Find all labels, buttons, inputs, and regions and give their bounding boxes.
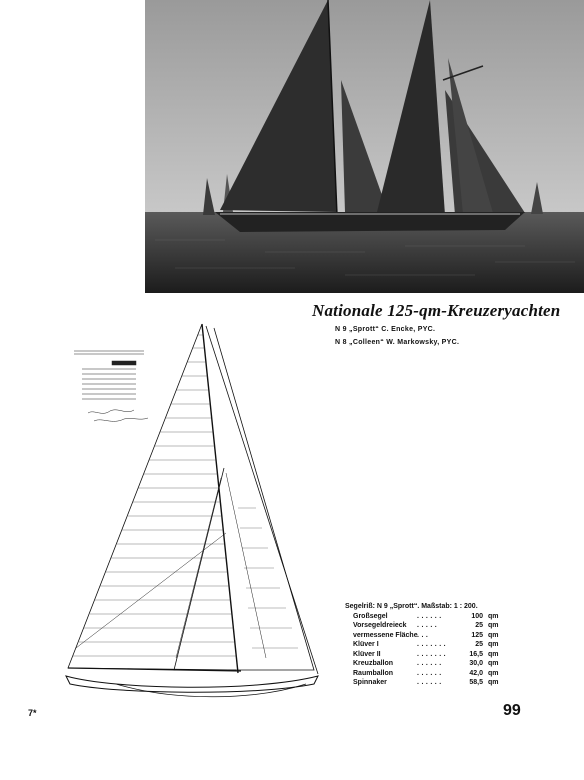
sail-name: Großsegel [353,612,388,620]
leader-dots: ...... [417,679,444,686]
leader-dots: ....... [417,650,449,658]
sail-unit: qm [488,612,499,620]
sail-name: Vorsegeldreieck [353,622,407,629]
leader-dots: ....... [417,641,449,648]
table-row [345,621,499,631]
table-row [345,650,499,660]
sail-value: 100 [471,612,483,620]
leader-dots: ..... [417,622,440,629]
yacht-entry-sprott: N 9 „Sprott“ C. Encke, PYC. [335,326,436,333]
sail-unit: qm [488,669,499,677]
sail-name: Klüver II [353,650,381,658]
leader-dots: ... [417,631,431,639]
table-row [345,612,499,622]
sail-value: 42,0 [469,669,483,677]
drawing-legend-stamp [74,347,156,429]
leader-dots: ...... [417,669,444,677]
sail-unit: qm [488,679,499,686]
sail-value: 25 [475,641,483,648]
sail-plan-caption: Segelriß: N 9 „Sprott“. Maßstab: 1 : 200. [345,603,478,610]
sail-unit: qm [488,622,499,629]
signature-mark: 7* [28,708,37,718]
sail-value: 125 [471,631,483,639]
sail-unit: qm [488,631,499,639]
sail-unit: qm [488,660,499,667]
sail-name: vermessene Fläche [353,631,418,639]
page-number: 99 [503,702,521,719]
table-row [345,678,499,688]
sail-area-table [345,602,499,688]
sail-value: 58,5 [469,679,483,686]
sail-unit: qm [488,641,499,648]
sail-name: Kreuzballon [353,660,394,667]
sail-name: Raumballon [353,669,394,677]
sail-unit: qm [488,650,499,658]
table-row [345,659,499,669]
leader-dots: ...... [417,612,444,620]
yacht-entry-colleen: N 8 „Colleen“ W. Markowsky, PYC. [335,339,460,346]
table-row [345,669,499,679]
sail-name: Klüver I [353,641,379,648]
table-row [345,640,499,650]
sail-value: 30,0 [469,660,483,667]
leader-dots: ...... [417,660,444,667]
yacht-photograph [145,0,584,293]
sail-value: 25 [475,622,483,629]
table-row [345,631,499,641]
yacht-photo-drawing [145,0,584,293]
page-title: Nationale 125-qm-Kreuzeryachten [312,301,561,320]
sail-name: Spinnaker [353,679,387,686]
sail-value: 16,5 [469,650,483,658]
